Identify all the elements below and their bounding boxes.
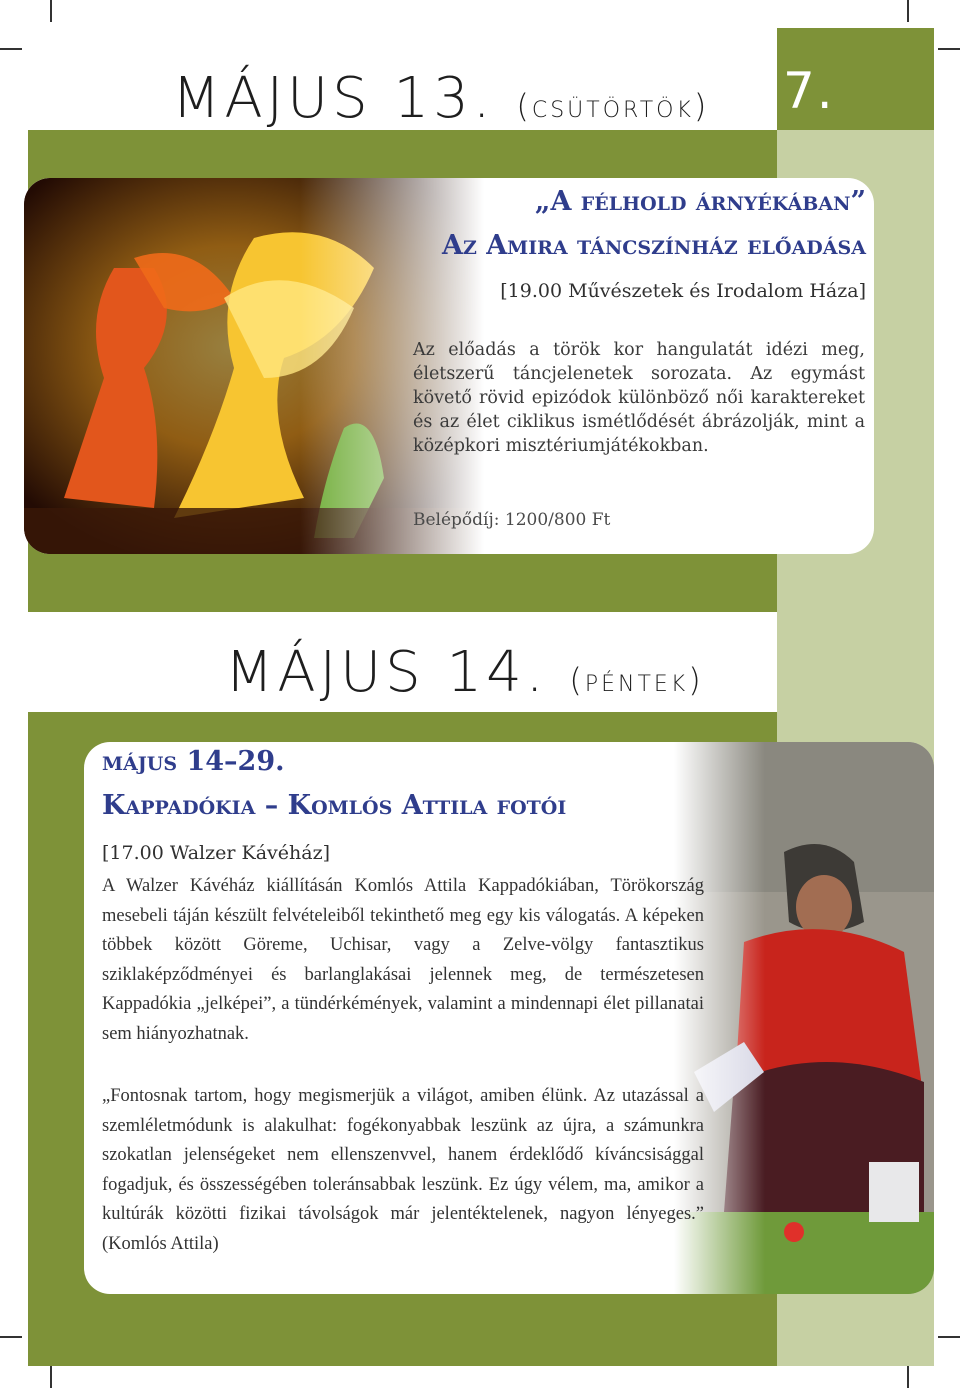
event-title-line1: „A félhold árnyékában”: [534, 186, 866, 217]
crop-mark: [0, 1336, 22, 1338]
crop-mark: [50, 0, 52, 22]
date-heading-may-13: [172, 66, 709, 131]
crop-mark: [907, 0, 909, 22]
event-card-kappadokia: [84, 742, 934, 1294]
event-venue: [17.00 Walzer Kávéház]: [102, 842, 330, 864]
event-title: Kappadókia – Komlós Attila fotói: [102, 790, 567, 821]
crop-mark: [907, 1366, 909, 1388]
crop-mark: [938, 1336, 960, 1338]
crop-mark: [0, 48, 22, 50]
entry-fee: Belépődíj: 1200/800 Ft: [413, 510, 611, 530]
weekday-label: (péntek): [569, 661, 704, 699]
crop-mark: [938, 48, 960, 50]
woman-portrait-illustration: [674, 742, 934, 1294]
event-card-amira: [24, 178, 874, 554]
event-description: A Walzer Kávéház kiállításán Komlós Attila Kappadókiában, Törökország mesebeli táján készült felvételeiből tekinthető meg egy kis válogatás. A képeken többek között Göreme, Uchisar, vagy a Zelve-völgy fantasztikus sziklaképződményei és barlanglakásai jelennek meg, de természetesen Kappadókia „jelképei”, a tündérkémények, valamint a mindennapi élet pillanatai sem hiányozhatnak.: [102, 876, 704, 1044]
date-label: MÁJUS 13.: [172, 66, 495, 131]
page-number: 7.: [783, 62, 835, 120]
date-label: MÁJUS 14.: [225, 640, 548, 705]
event-description: Az előadás a török kor hangulatát idézi meg, életszerű táncjelenetek sorozata. Az egymást követő rövid epizódok különböző női karaktereket és az élet ciklikus ismétlődését ábrázolják, mint a középkori misztériumjátékokban.: [413, 340, 865, 456]
event-title-line2: Az Amira táncszínház előadása: [442, 230, 866, 261]
event-quote: „Fontosnak tartom, hogy megismerjük a világot, amiben élünk. Az utazással a szemléletmódunk is alakulhat: fogékonyabbak leszünk az újra, a számunkra szokatlan jelenségeket nem ellenszenvvel, hanem érdeklődő kíváncsisággal fogadjuk, és összességében toleránsabbak leszünk. Ez úgy vélem, ma, amikor a kultúrák közötti fizikai távolságok már jelentéktelenek, nagyon lényeges.” (Komlós Attila): [102, 1086, 704, 1254]
weekday-label: (csütörtök): [516, 87, 710, 125]
event-date-range: május 14–29.: [102, 746, 285, 777]
kappadokia-photo: [674, 742, 934, 1294]
event-venue: [19.00 Művészetek és Irodalom Háza]: [500, 280, 866, 302]
crop-mark: [50, 1366, 52, 1388]
date-heading-may-14: [225, 640, 704, 705]
